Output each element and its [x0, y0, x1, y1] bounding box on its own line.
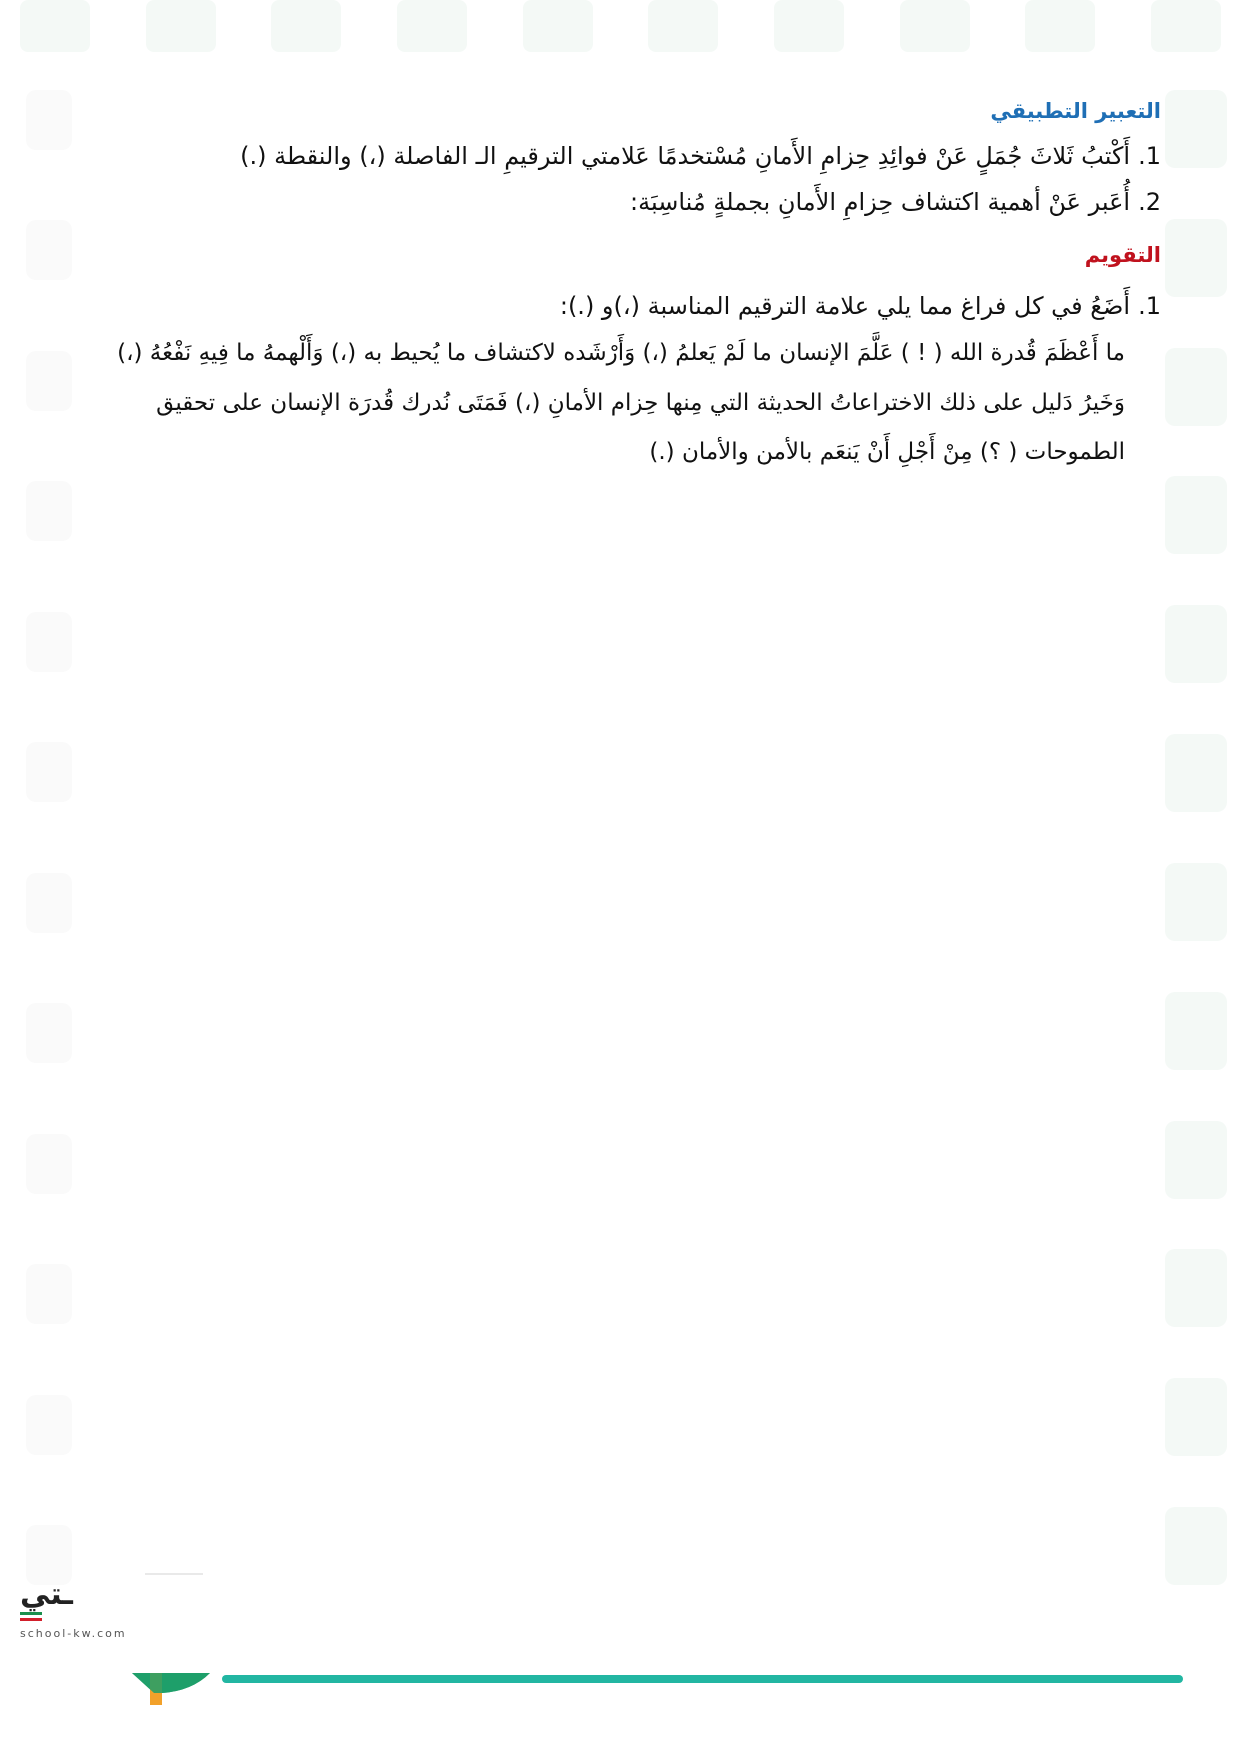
watermark-logo	[1025, 0, 1095, 52]
item-number: 1.	[1138, 141, 1161, 170]
watermark-logo	[1151, 0, 1221, 52]
watermark-logo	[774, 0, 844, 52]
watermark-logo	[648, 0, 718, 52]
evaluation-item-1	[90, 287, 1161, 325]
watermark-logo	[26, 742, 72, 802]
watermark-logo	[26, 612, 72, 672]
watermark-logo	[1165, 1507, 1227, 1585]
footer-line	[222, 1675, 1183, 1683]
watermark-logo	[26, 1395, 72, 1455]
watermark-logo	[26, 873, 72, 933]
item-text: أَكْتبُ ثَلاثَ جُمَلٍ عَنْ فوائِدِ حِزامِ الأَمانِ مُسْتخدمًا عَلامتي الترقيمِ الـ الفاصلة (،) والنقطة (.)	[240, 141, 1131, 170]
watermark-logo	[1165, 1378, 1227, 1456]
kuwait-flag-icon	[20, 1612, 42, 1621]
footer-divider	[145, 1573, 203, 1575]
watermark-logo	[1165, 1249, 1227, 1327]
site-logo	[20, 1577, 130, 1640]
section-heading-applied-expression: التعبير التطبيقي	[990, 99, 1161, 123]
watermark-logo	[1165, 863, 1227, 941]
watermark-logo	[26, 1003, 72, 1063]
watermark-logo	[26, 1525, 72, 1585]
watermark-logo	[1165, 734, 1227, 812]
exercise-item-2	[90, 183, 1161, 221]
watermark-column-left	[26, 90, 72, 1585]
section-heading-evaluation: التقويم	[1084, 243, 1161, 268]
item-text: أَضَعُ في كل فراغ مما يلي علامة الترقيم المناسبة (،)و (.):	[559, 291, 1131, 320]
watermark-logo	[271, 0, 341, 52]
watermark-logo	[26, 481, 72, 541]
item-number: 2.	[1138, 187, 1161, 216]
watermark-logo	[397, 0, 467, 52]
watermark-logo	[900, 0, 970, 52]
watermark-logo	[20, 0, 90, 52]
watermark-logo	[26, 90, 72, 150]
exercise-item-1	[90, 137, 1161, 175]
watermark-logo	[1165, 476, 1227, 554]
punctuation-paragraph: ما أَعْظَمَ قُدرة الله ( ! ) عَلَّمَ الإنسان ما لَمْ يَعلمُ (،) وَأَرْشَده لاكتشاف ما يُحيط به (،) وَأَلْهمهُ ما فِيهِ نَفْعُهُ (،) وَخَيرُ دَليل على ذلك الاختراعاتُ الحديثة التي مِنها حِزام الأمانِ (،) فَمَتَى نُدرك قُدرَة الإنسان على تحقيق الطموحات ( ؟) مِنْ أَجْلِ أَنْ يَنعَم بالأمن والأمان (.)	[117, 340, 1125, 466]
watermark-logo	[1165, 348, 1227, 426]
site-url: school-kw.com	[20, 1627, 127, 1640]
watermark-logo	[523, 0, 593, 52]
watermark-logo	[1165, 605, 1227, 683]
item-number: 1.	[1138, 291, 1161, 320]
watermark-logo	[26, 1134, 72, 1194]
watermark-logo	[26, 1264, 72, 1324]
watermark-logo	[26, 351, 72, 411]
watermark-logo	[146, 0, 216, 52]
watermark-logo	[26, 220, 72, 280]
watermark-logo	[1165, 219, 1227, 297]
watermark-band-top	[0, 0, 1241, 58]
worksheet-content	[90, 95, 1161, 478]
watermark-logo	[1165, 90, 1227, 168]
watermark-logo	[1165, 1121, 1227, 1199]
item-text: أُعَبر عَنْ أهمية اكتشاف حِزامِ الأَمانِ بجملةٍ مُناسِبَة:	[630, 187, 1131, 216]
watermark-column-right	[1165, 90, 1227, 1585]
logo-text: ـتي	[20, 1577, 73, 1612]
watermark-logo	[1165, 992, 1227, 1070]
bookmark-icon	[132, 1669, 210, 1705]
